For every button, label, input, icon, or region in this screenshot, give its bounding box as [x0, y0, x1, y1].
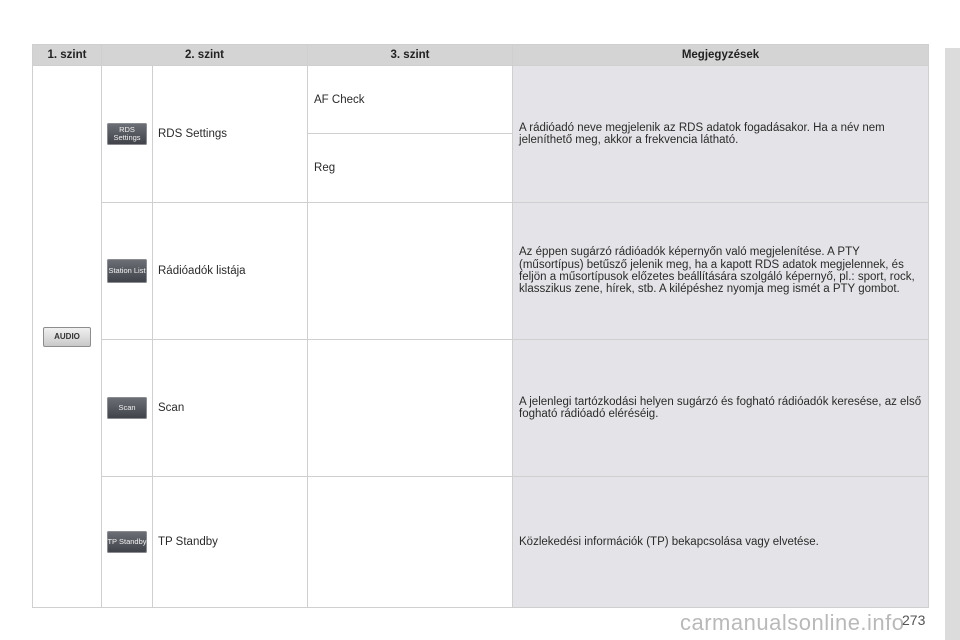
icon-cell [102, 477, 153, 608]
note-tp-standby: Közlekedési információk (TP) bekapcsolása vagy elvetése. [513, 477, 929, 608]
tp-standby-icon: TP Standby [107, 531, 147, 553]
table-row [33, 66, 929, 134]
rds-settings-icon: RDS Settings [107, 123, 147, 145]
station-list-icon: Station List [107, 259, 147, 283]
icon-cell [102, 340, 153, 477]
header-level1: 1. szint [33, 45, 102, 66]
icon-cell [102, 66, 153, 203]
header-row [33, 45, 929, 66]
table-row [33, 477, 929, 608]
note-rds-settings: A rádióadó neve megjelenik az RDS adatok fogadásakor. Ha a név nem jeleníthető meg, akkor a frekvencia látható. [513, 66, 929, 203]
submenu-reg: Reg [308, 134, 513, 203]
page-number: 273 [902, 612, 926, 628]
empty-level3-cell [308, 477, 513, 608]
menu-item-scan: Scan [153, 340, 308, 477]
table-row [33, 203, 929, 340]
side-tab-bar [945, 48, 960, 640]
menu-item-station-list: Rádióadók listája [153, 203, 308, 340]
level1-cell [33, 66, 102, 608]
audio-button-icon: AUDIO [43, 327, 91, 347]
header-level2: 2. szint [102, 45, 308, 66]
watermark: carmanualsonline.info [680, 610, 905, 635]
header-notes: Megjegyzések [513, 45, 929, 66]
table-row [33, 340, 929, 477]
submenu-af-check: AF Check [308, 66, 513, 134]
empty-level3-cell [308, 203, 513, 340]
menu-item-rds-settings: RDS Settings [153, 66, 308, 203]
note-scan: A jelenlegi tartózkodási helyen sugárzó és fogható rádióadók keresése, az első fogható rádióadó eléréséig. [513, 340, 929, 477]
menu-table [32, 44, 929, 608]
icon-cell [102, 203, 153, 340]
scan-icon: Scan [107, 397, 147, 419]
note-station-list: Az éppen sugárzó rádióadók képernyőn való megjelenítése. A PTY (műsortípus) betűsző jelenik meg, ha a kapott RDS adatok megjelennek, és feljön a műsortípusok előzetes beállítására szolgáló képernyő, pl.: sport, rock, klasszikus zene, hírek, stb. A kilépéshez nyomja meg ismét a PTY gombot. [513, 203, 929, 340]
header-level3: 3. szint [308, 45, 513, 66]
menu-item-tp-standby: TP Standby [153, 477, 308, 608]
empty-level3-cell [308, 340, 513, 477]
